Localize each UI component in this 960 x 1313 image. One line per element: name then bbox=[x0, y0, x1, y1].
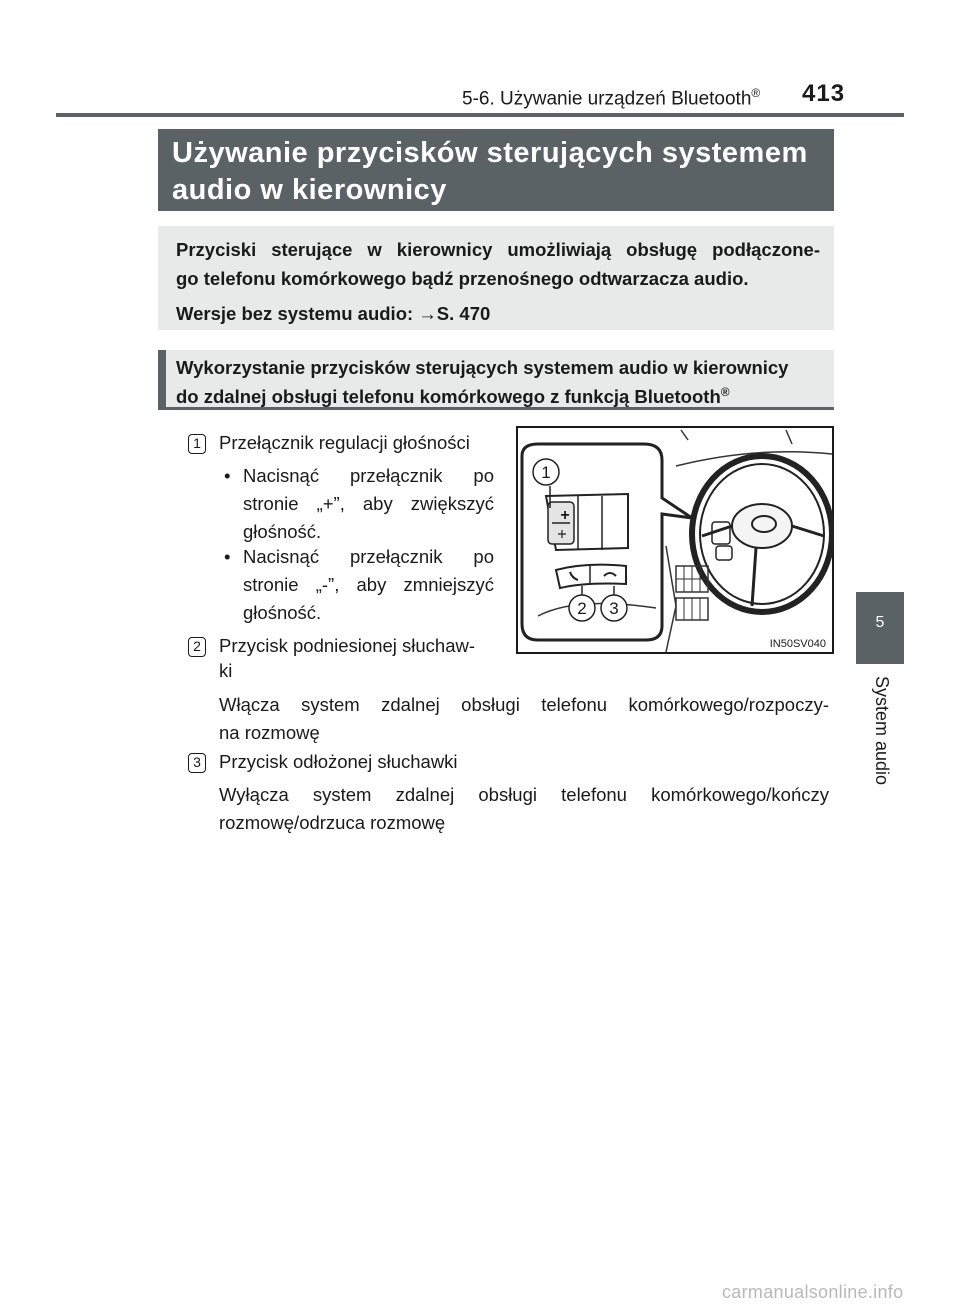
item-3-desc-line2: rozmowę/odrzuca rozmowę bbox=[219, 812, 446, 833]
chapter-tab bbox=[856, 592, 904, 664]
intro-box bbox=[158, 226, 834, 330]
intro-line2: go telefonu komórkowego bądź przenośnego odtwarzacza audio. bbox=[176, 268, 749, 289]
page-title-line1: Używanie przycisków sterujących systemem bbox=[172, 137, 808, 169]
subheading-line2 bbox=[176, 380, 828, 409]
bullet-icon: • bbox=[224, 465, 231, 486]
list-item bbox=[224, 462, 494, 546]
section-header bbox=[462, 86, 760, 110]
item-2-title bbox=[219, 633, 499, 683]
steering-wheel-illustration bbox=[516, 426, 834, 654]
steering-wheel-drawing bbox=[516, 426, 834, 654]
item-3-title: Przycisk odłożonej słuchawki bbox=[219, 751, 458, 772]
bullet-line: głośność. bbox=[243, 521, 322, 542]
item-2-title-line1: Przycisk podniesionej słuchaw- bbox=[219, 635, 476, 656]
subheading-line2-text: do zdalnej obsługi telefonu komórkowego z funkcją Bluetooth bbox=[176, 386, 721, 408]
callout-2: 2 bbox=[577, 599, 587, 618]
page-title bbox=[158, 129, 834, 211]
list-item bbox=[224, 543, 494, 627]
item-2-desc-line1: Włącza system zdalnej obsługi telefonu komórkowego/rozpoczy- bbox=[219, 694, 829, 715]
intro-line1: Przyciski sterujące w kierownicy umożliwiają obsługę podłączone- bbox=[176, 239, 820, 260]
bullet-line: stronie „+”, aby zwiększyć bbox=[243, 493, 494, 514]
registered-mark: ® bbox=[751, 86, 761, 100]
bullet-line: stronie „-”, aby zmniejszyć bbox=[243, 574, 494, 595]
subheading-line1: Wykorzystanie przycisków sterujących systemem audio w kierownicy bbox=[176, 357, 789, 378]
section-subheading bbox=[158, 350, 834, 410]
bullet-icon: • bbox=[224, 546, 231, 567]
page-number: 413 bbox=[802, 80, 846, 107]
chapter-number: 5 bbox=[875, 614, 885, 631]
item-2-title-line2: ki bbox=[219, 660, 233, 681]
bullet-line: głośność. bbox=[243, 602, 322, 623]
header-divider bbox=[56, 113, 904, 117]
item-2-description bbox=[219, 691, 829, 747]
item-number-badge: 1 bbox=[188, 434, 206, 454]
plus-symbol: + bbox=[560, 507, 570, 524]
item-3-description bbox=[219, 781, 829, 837]
item-3-desc-line1: Wyłącza system zdalnej obsługi telefonu komórkowego/kończy bbox=[219, 784, 829, 805]
item-number-badge: 3 bbox=[188, 753, 206, 773]
intro-crossref: Wersje bez systemu audio: →S. 470 bbox=[176, 303, 491, 324]
item-number-badge: 2 bbox=[188, 637, 206, 657]
callout-3: 3 bbox=[609, 599, 619, 618]
bullet-line: Nacisnąć przełącznik po bbox=[243, 546, 494, 567]
figure-code: IN50SV040 bbox=[769, 638, 826, 650]
page-title-line2: audio w kierownicy bbox=[172, 174, 447, 206]
chapter-label: System audio bbox=[872, 676, 892, 786]
section-header-text: 5-6. Używanie urządzeń Bluetooth bbox=[462, 88, 752, 110]
callout-1: 1 bbox=[541, 463, 551, 482]
watermark: carmanualsonline.info bbox=[722, 1282, 904, 1302]
item-2-desc-line2: na rozmowę bbox=[219, 722, 320, 743]
item-1-title: Przełącznik regulacji głośności bbox=[219, 432, 470, 453]
registered-mark: ® bbox=[720, 385, 730, 399]
bullet-line: Nacisnąć przełącznik po bbox=[243, 465, 494, 486]
